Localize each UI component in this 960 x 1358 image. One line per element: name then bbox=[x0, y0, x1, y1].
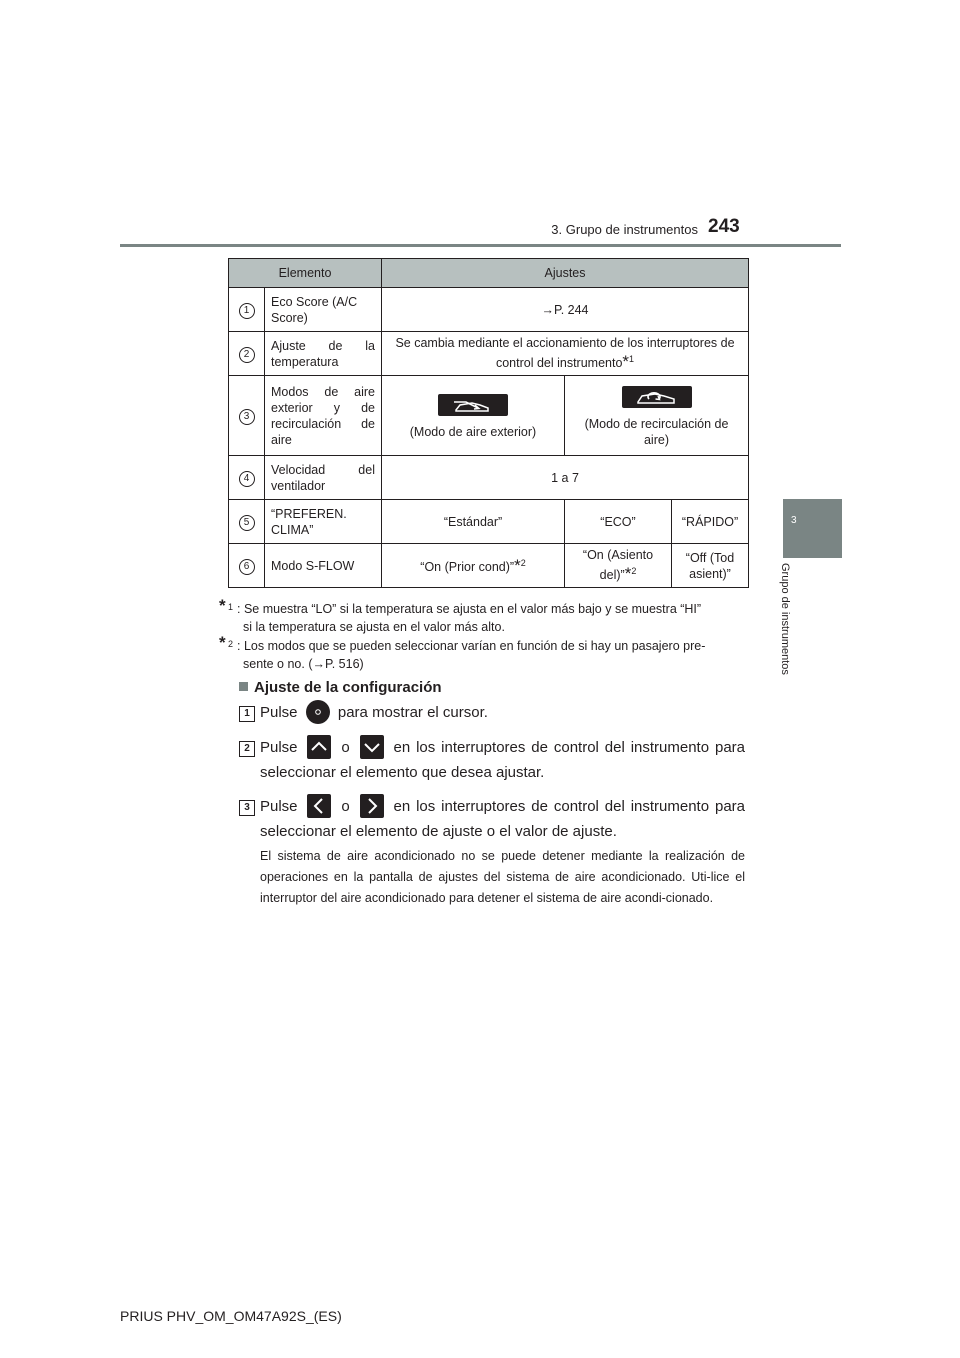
settings-table bbox=[228, 258, 749, 588]
footer-document-code: PRIUS PHV_OM_OM47A92S_(ES) bbox=[120, 1308, 342, 1324]
row-element: Ajuste de la temperatura bbox=[265, 332, 382, 376]
recirculation-mode-icon bbox=[622, 386, 692, 408]
step-text: Pulse o en los interruptores de control del instrumento para seleccionar el elemento que desea ajustar. bbox=[260, 735, 745, 785]
row-option: (Modo de recirculación de aire) bbox=[584, 416, 729, 447]
row-value: Se cambia mediante el accionamiento de los interruptores de control del instrumento bbox=[395, 336, 735, 371]
row-number-badge: 4 bbox=[239, 471, 255, 487]
table-header-row bbox=[229, 259, 749, 288]
table-row bbox=[229, 332, 749, 376]
section-title: Ajuste de la configuración bbox=[239, 679, 442, 696]
row-option: (Modo de aire exterior) bbox=[409, 424, 537, 439]
table-row bbox=[229, 376, 749, 456]
row-option-cell bbox=[382, 376, 565, 456]
arrow-right-button-icon bbox=[360, 794, 384, 818]
row-option: “RÁPIDO” bbox=[672, 500, 749, 544]
row-option-cell: “On (Prior cond)”*$^2$ bbox=[382, 544, 565, 588]
table-header-element: Elemento bbox=[229, 259, 382, 288]
row-option: “On (Prior cond)” bbox=[420, 560, 515, 575]
chapter-side-label bbox=[779, 563, 804, 703]
row-number-badge: 6 bbox=[239, 559, 255, 575]
table-header-settings: Ajustes bbox=[382, 259, 749, 288]
step-text: Pulse o en los interruptores de control del instrumento para seleccionar el elemento de ajuste o el valor de ajuste. bbox=[260, 794, 745, 844]
page-number: 243 bbox=[708, 216, 740, 237]
chapter-tab-number: 3 bbox=[791, 515, 797, 526]
chapter-side-label-text: Grupo de instrumentos bbox=[779, 563, 791, 675]
table-row bbox=[229, 456, 749, 500]
row-option-cell bbox=[565, 376, 749, 456]
row-element: “PREFEREN. CLIMA” bbox=[265, 500, 382, 544]
row-number-badge: 5 bbox=[239, 515, 255, 531]
running-header-section: 3. Grupo de instrumentos bbox=[551, 222, 698, 237]
row-option: “On (Asiento del)” bbox=[582, 548, 654, 583]
row-option-cell: “On (Asiento del)”*$^2$ bbox=[565, 544, 672, 588]
row-value: 1 a 7 bbox=[382, 456, 749, 500]
step-number: 1 bbox=[239, 706, 255, 722]
row-number-badge: 3 bbox=[239, 409, 255, 425]
arrow-up-button-icon bbox=[307, 735, 331, 759]
footnote-ref: 2 bbox=[520, 558, 526, 569]
outside-air-mode-icon bbox=[438, 394, 508, 416]
footnote: * 2 : Los modos que se pueden seleccionar varían en función de si hay un pasajero pre- sente o no. (→P. 516) bbox=[219, 633, 706, 671]
row-option: “Off (Tod asient)” bbox=[672, 544, 749, 588]
row-element: Velocidad del ventilador bbox=[265, 456, 382, 500]
row-element: Modos de aire exterior y de recirculación de aire bbox=[265, 376, 382, 456]
row-element: Eco Score (A/C Score) bbox=[265, 288, 382, 332]
table-row bbox=[229, 544, 749, 588]
table-row bbox=[229, 288, 749, 332]
row-value-cell: Se cambia mediante el accionamiento de los interruptores de control del instrumento*$^1$ bbox=[382, 332, 749, 376]
note-paragraph: El sistema de aire acondicionado no se puede detener mediante la realización de operaciones en la pantalla de ajustes del sistema de aire acondicionado. Uti-lice el interruptor del aire acondicionado para detener el sistema de aire acondi-cionado. bbox=[260, 849, 745, 905]
footnote: * 1 : Se muestra “LO” si la temperatura se ajusta en el valor más bajo y se muestra “HI” si la temperatura se ajusta en el valor más alto. bbox=[219, 596, 702, 634]
chapter-tab bbox=[783, 499, 842, 558]
table-row bbox=[229, 500, 749, 544]
ok-button-icon bbox=[306, 700, 330, 724]
footnote-ref: 1 bbox=[629, 354, 635, 365]
step-number: 2 bbox=[239, 741, 255, 757]
step-number: 3 bbox=[239, 800, 255, 816]
row-value: →P. 244 bbox=[382, 288, 749, 332]
row-option: “Estándar” bbox=[382, 500, 565, 544]
arrow-down-button-icon bbox=[360, 735, 384, 759]
row-option: “ECO” bbox=[565, 500, 672, 544]
row-number-badge: 2 bbox=[239, 347, 255, 363]
row-element: Modo S-FLOW bbox=[265, 544, 382, 588]
arrow-left-button-icon bbox=[307, 794, 331, 818]
row-number-badge: 1 bbox=[239, 303, 255, 319]
footnote-ref: 2 bbox=[631, 566, 637, 577]
section-bullet bbox=[239, 682, 248, 691]
header-rule bbox=[120, 244, 841, 247]
step-text: Pulse para mostrar el cursor. bbox=[260, 700, 745, 725]
